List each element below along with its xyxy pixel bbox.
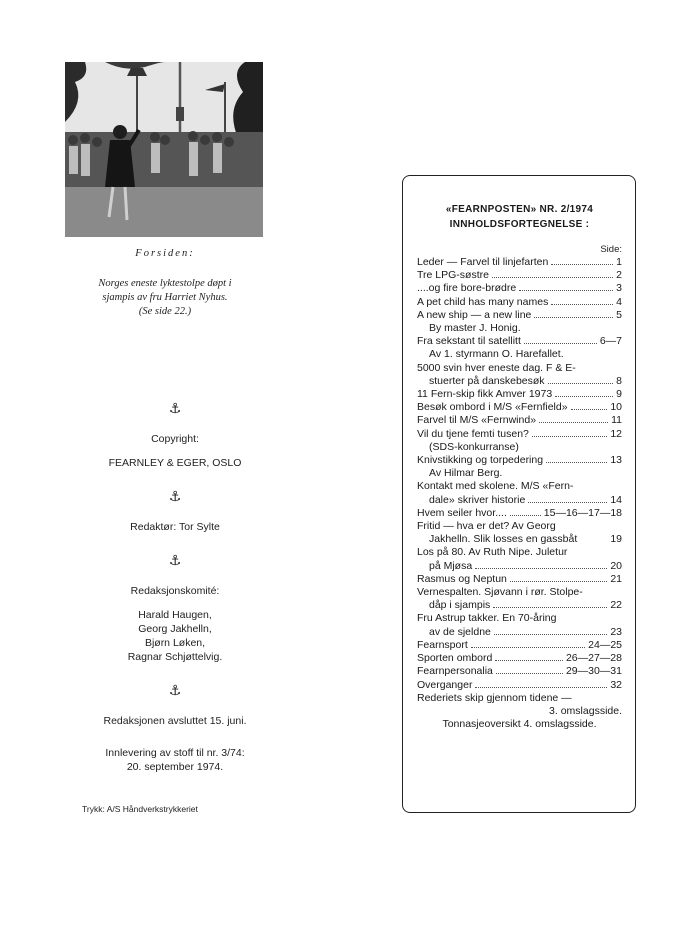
- toc-entry-title: Fru Astrup takker. En 70-åring: [417, 612, 557, 625]
- toc-leader: [524, 342, 597, 344]
- toc-entry-title: Jakhelln. Slik losses en gassbåt: [429, 533, 578, 546]
- toc-leader: [475, 567, 607, 569]
- toc-entry-page: 6—7: [599, 335, 622, 348]
- toc-entry-page: 32: [610, 678, 622, 691]
- toc-subtitle: INNHOLDSFORTEGNELSE :: [449, 219, 590, 230]
- toc-entry-title: stuerter på danskebesøk: [429, 374, 545, 387]
- toc-entry: [417, 692, 622, 705]
- copyright-label: Copyright:: [151, 433, 199, 445]
- committee-member: Ragnar Schjøttelvig.: [127, 651, 223, 663]
- toc-leader: [494, 633, 607, 635]
- printer-credit: Trykk: A/S Håndverkstrykkeriet: [82, 804, 198, 814]
- toc-entry-title: ....og fire bore-brødre: [417, 282, 517, 295]
- toc-entry-page: 21: [610, 572, 622, 585]
- toc-entry-title: på Mjøsa: [429, 559, 473, 572]
- toc-entry-continuation: Av 1. styrmann O. Harefallet.: [429, 348, 564, 361]
- toc-entry-continuation: Av Hilmar Berg.: [429, 467, 503, 480]
- deadline-line: 20. september 1974.: [126, 761, 224, 773]
- toc-entry: [417, 494, 622, 507]
- toc-entry-note: Tonnasjeoversikt 4. omslagsside.: [442, 718, 597, 731]
- toc-leader: [510, 580, 607, 582]
- toc-entry: [417, 454, 622, 467]
- toc-entry-title: Knivstikking og torpedering: [417, 454, 544, 467]
- toc-leader: [548, 382, 614, 384]
- toc-entry: [417, 533, 622, 546]
- committee-member: Georg Jakhelln,: [138, 623, 212, 635]
- toc-entry: [417, 375, 622, 388]
- anchor-icon: ⚓: [168, 552, 182, 568]
- toc-entries: [417, 256, 622, 731]
- toc-entry-title: Los på 80. Av Ruth Nipe. Juletur: [417, 546, 568, 559]
- toc-entry: [417, 480, 622, 493]
- toc-entry-page: 4: [616, 295, 622, 308]
- toc-entry: [417, 626, 622, 639]
- toc-leader: [539, 421, 608, 423]
- toc-leader: [495, 659, 563, 661]
- toc-entry-title: Fearnpersonalia: [417, 665, 493, 678]
- toc-entry: [417, 507, 622, 520]
- toc-entry: [417, 599, 622, 612]
- toc-entry: [417, 282, 622, 295]
- toc-entry-title: Fritid — hva er det? Av Georg: [417, 520, 556, 533]
- cover-photo: [65, 62, 263, 237]
- toc-entry: [417, 612, 622, 625]
- toc-entry: [417, 269, 622, 282]
- toc-entry: [417, 428, 622, 441]
- toc-entry: [417, 296, 622, 309]
- toc-entry: [417, 546, 622, 559]
- copyright-holder: FEARNLEY & EGER, OSLO: [108, 457, 242, 469]
- toc-entry: [417, 362, 622, 375]
- toc-entry-title: Vil du tjene femti tusen?: [417, 427, 529, 440]
- masthead: [60, 400, 290, 816]
- toc-entry-page: 19: [610, 533, 622, 546]
- toc-entry-title: dale» skriver historie: [429, 493, 526, 506]
- anchor-icon: ⚓: [168, 682, 182, 698]
- toc-entry-page: 12: [610, 427, 622, 440]
- cover-caption: [40, 247, 290, 319]
- toc-entry-page: 29—30—31: [565, 665, 622, 678]
- toc-leader: [534, 316, 613, 318]
- toc-leader: [519, 289, 613, 291]
- toc-entry-title: A new ship — a new line: [417, 308, 532, 321]
- toc-entry-title: Overganger: [417, 678, 473, 691]
- toc-entry-continuation: (SDS-konkurranse): [429, 440, 519, 453]
- cover-label: Forsiden:: [135, 248, 195, 259]
- toc-entry: [417, 520, 622, 533]
- toc-entry-title: dåp i sjampis: [429, 599, 491, 612]
- toc-entry: [417, 335, 622, 348]
- toc-entry-title: 11 Fern-skip fikk Amver 1973: [417, 388, 553, 401]
- toc-entry: [417, 652, 622, 665]
- caption-line: (Se side 22.): [138, 306, 192, 317]
- toc-entry: [417, 639, 622, 652]
- caption-line: sjampis av fru Harriet Nyhus.: [102, 292, 228, 303]
- toc-leader: [546, 461, 607, 463]
- toc-entry-page: 23: [610, 625, 622, 638]
- toc-entry: [417, 256, 622, 269]
- toc-page-label: Side:: [600, 244, 622, 255]
- toc-leader: [493, 606, 607, 608]
- toc-entry: [417, 665, 622, 678]
- toc-entry-title: Sporten ombord: [417, 652, 493, 665]
- toc-entry-title: Rasmus og Neptun: [417, 572, 507, 585]
- toc-leader: [551, 263, 613, 265]
- toc-leader: [555, 395, 613, 397]
- toc-leader: [510, 514, 541, 516]
- toc-entry: [417, 388, 622, 401]
- toc-leader: [492, 276, 613, 278]
- toc-entry-page-ref: 3. omslagsside.: [549, 704, 622, 717]
- committee-member: Bjørn Løken,: [144, 637, 206, 649]
- toc-entry: [417, 560, 622, 573]
- toc: [417, 202, 622, 731]
- toc-entry-page: 10: [610, 401, 622, 414]
- toc-entry-page: 15—16—17—18: [543, 506, 622, 519]
- toc-entry-page: 24—25: [588, 638, 622, 651]
- toc-leader: [571, 408, 608, 410]
- toc-entry-title: Hvem seiler hvor....: [417, 506, 507, 519]
- toc-entry-page: 9: [616, 388, 622, 401]
- toc-entry-continuation: By master J. Honig.: [429, 322, 521, 335]
- closing-note: Redaksjonen avsluttet 15. juni.: [103, 715, 247, 727]
- toc-entry-title: Farvel til M/S «Fernwind»: [417, 414, 537, 427]
- toc-entry-page: 26—27—28: [565, 652, 622, 665]
- toc-entry: [417, 586, 622, 599]
- toc-entry-page: 8: [616, 374, 622, 387]
- toc-leader: [496, 672, 563, 674]
- toc-entry: [417, 679, 622, 692]
- caption-line: Norges eneste lyktestolpe døpt i: [98, 278, 232, 289]
- toc-entry-page: 13: [610, 454, 622, 467]
- toc-leader: [532, 435, 607, 437]
- toc-entry: [417, 309, 622, 322]
- toc-entry: [417, 401, 622, 414]
- toc-entry-title: A pet child has many names: [417, 295, 549, 308]
- toc-entry-title: Rederiets skip gjennom tidene —: [417, 691, 572, 704]
- toc-entry-page: 20: [610, 559, 622, 572]
- toc-entry: [417, 573, 622, 586]
- toc-entry-title: Kontakt med skolene. M/S «Fern-: [417, 480, 574, 493]
- toc-entry-title: Besøk ombord i M/S «Fernfield»: [417, 401, 568, 414]
- toc-entry-title: Leder — Farvel til linjefarten: [417, 256, 549, 268]
- toc-entry-title: Fra sekstant til satellitt: [417, 335, 521, 348]
- toc-entry-page: 11: [611, 414, 622, 427]
- toc-entry-page: 5: [616, 308, 622, 321]
- toc-entry-page: 14: [610, 493, 622, 506]
- toc-leader: [475, 686, 607, 688]
- toc-entry-title: Fearnsport: [417, 638, 468, 651]
- toc-entry-title: av de sjeldne: [429, 625, 491, 638]
- deadline-line: Innlevering av stoff til nr. 3/74:: [105, 747, 245, 759]
- toc-entry: [417, 414, 622, 427]
- cover-photo-illustration: [65, 62, 263, 237]
- toc-leader: [528, 501, 607, 503]
- toc-box: [402, 175, 636, 813]
- editor-line: Redaktør: Tor Sylte: [130, 521, 220, 533]
- anchor-icon: ⚓: [168, 400, 182, 416]
- toc-entry-page: 3: [616, 282, 622, 295]
- toc-entry-page: 1: [616, 256, 622, 268]
- committee-label: Redaksjonskomité:: [130, 585, 220, 597]
- committee-member: Harald Haugen,: [138, 609, 212, 621]
- toc-entry-page: 22: [610, 599, 622, 612]
- toc-entry-page: 2: [616, 269, 622, 282]
- toc-entry-title: Tre LPG-søstre: [417, 269, 489, 282]
- toc-entry-title: 5000 svin hver eneste dag. F & E-: [417, 361, 576, 374]
- toc-entry-title: Vernespalten. Sjøvann i rør. Stolpe-: [417, 586, 583, 599]
- anchor-icon: ⚓: [168, 488, 182, 504]
- toc-title: «FEARNPOSTEN» NR. 2/1974: [445, 204, 594, 215]
- toc-leader: [551, 303, 613, 305]
- toc-leader: [471, 646, 585, 648]
